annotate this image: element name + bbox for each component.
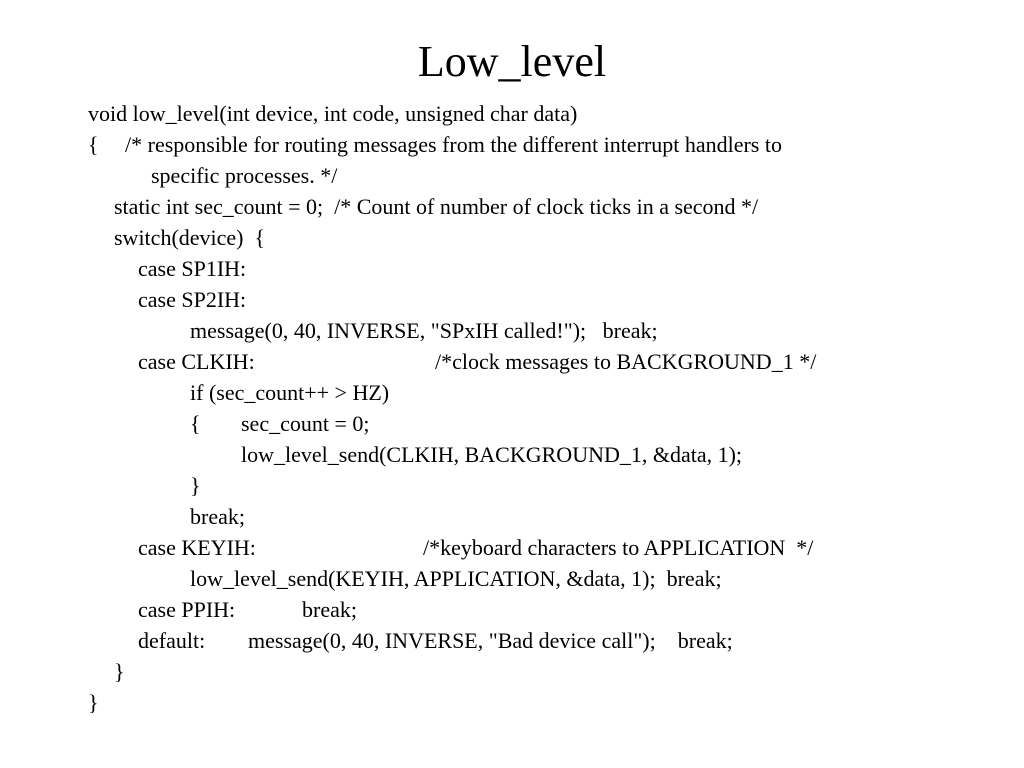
open-brace: { <box>88 132 99 157</box>
code-line-default <box>138 627 838 655</box>
code-line-if-sec-count: if (sec_count++ > HZ) <box>190 380 390 405</box>
code-line-comment-continued: specific processes. */ <box>151 163 338 188</box>
code-line-case-sp2ih: case SP2IH: <box>138 287 247 312</box>
code-line-open-comment <box>88 131 908 159</box>
comment-keyboard: /*keyboard characters to APPLICATION */ <box>423 535 814 560</box>
code-line-case-ppih <box>138 596 398 624</box>
code-line-case-keyih <box>138 534 898 562</box>
inner-open-brace: { <box>190 411 201 436</box>
code-line-send-keyih: low_level_send(KEYIH, APPLICATION, &data, 1); break; <box>190 566 722 591</box>
code-line-signature: void low_level(int device, int code, unsigned char data) <box>88 101 578 126</box>
comment-routing: /* responsible for routing messages from the different interrupt handlers to <box>125 132 782 157</box>
code-line-function-close: } <box>88 690 99 715</box>
case-clkih-label: case CLKIH: <box>138 349 255 374</box>
code-listing <box>0 100 1024 720</box>
code-line-switch-close: } <box>114 659 125 684</box>
case-ppih-label: case PPIH: <box>138 597 236 622</box>
code-line-reset-block <box>190 410 450 438</box>
code-line-send-clkih: low_level_send(CLKIH, BACKGROUND_1, &data, 1); <box>241 442 743 467</box>
code-line-case-sp1ih: case SP1IH: <box>138 256 247 281</box>
reset-sec-count: sec_count = 0; <box>241 411 370 436</box>
case-ppih-break: break; <box>302 597 357 622</box>
code-line-case-clkih <box>138 348 898 376</box>
code-line-break: break; <box>190 504 245 529</box>
slide-title: Low_level <box>417 37 607 86</box>
code-line-static-decl: static int sec_count = 0; /* Count of number of clock ticks in a second */ <box>114 194 759 219</box>
code-line-inner-close-brace: } <box>190 473 201 498</box>
default-label: default: <box>138 628 206 653</box>
case-keyih-label: case KEYIH: <box>138 535 256 560</box>
code-line-spxih-message: message(0, 40, INVERSE, "SPxIH called!"); break; <box>190 318 658 343</box>
default-message: message(0, 40, INVERSE, "Bad device call"); break; <box>248 628 733 653</box>
comment-clock: /*clock messages to BACKGROUND_1 */ <box>435 349 817 374</box>
code-line-switch: switch(device) { <box>114 225 266 250</box>
